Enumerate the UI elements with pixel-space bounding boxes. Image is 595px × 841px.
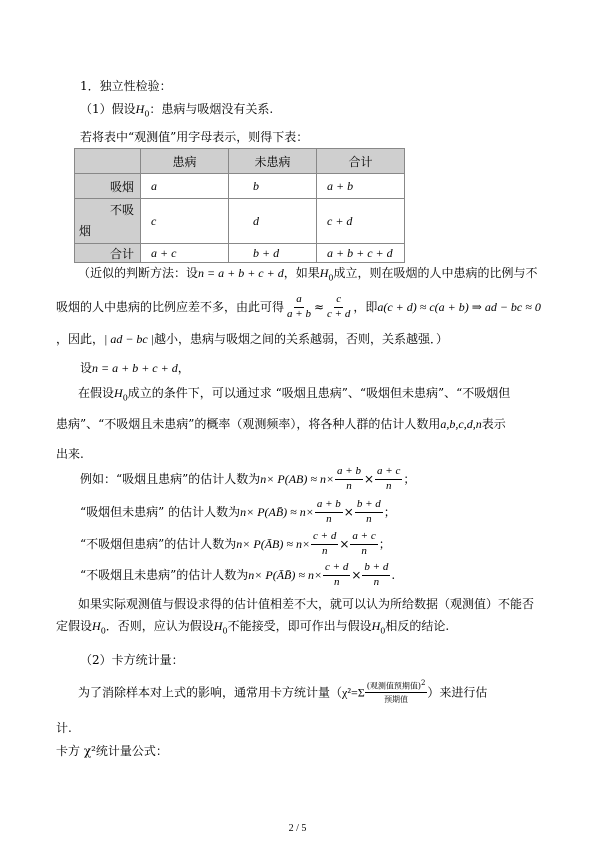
chi-square-paragraph-line1 bbox=[78, 680, 487, 705]
cell-b: b bbox=[229, 174, 317, 199]
frac-num: a + b bbox=[335, 466, 363, 480]
frac-a-plus-b-over-n bbox=[315, 499, 343, 525]
text: . bbox=[391, 568, 396, 583]
chi-sum-symbol: χ²=Σ bbox=[342, 685, 365, 700]
frac-a-plus-b-over-n bbox=[335, 466, 363, 492]
frac-a-over-a-plus-b bbox=[285, 294, 313, 320]
equivalence-equation: a(c + d) ≈ c(a + b) ⇒ ad − bc ≈ 0 bbox=[377, 300, 541, 315]
h0-symbol: H bbox=[371, 619, 381, 633]
frac-num: b + d bbox=[355, 499, 383, 513]
frac-num: c bbox=[334, 294, 343, 308]
text: 例如：“吸烟且患病”的估计人数为 bbox=[80, 472, 261, 487]
cell-a: a bbox=[141, 174, 229, 199]
hypothesis-prefix: （1）假设 bbox=[80, 102, 136, 116]
h0-sub: 0 bbox=[122, 393, 128, 403]
text: 越小，患病与吸烟之间的关系越弱，否则，关系越强．） bbox=[154, 332, 449, 346]
text: “不吸烟但患病”的估计人数为 bbox=[80, 537, 237, 552]
text: “不吸烟且未患病”的估计人数为 bbox=[80, 568, 249, 583]
text: ，即 bbox=[353, 300, 378, 315]
cell-grand-total: a + b + c + d bbox=[317, 244, 405, 263]
frac-num: b + d bbox=[362, 562, 390, 576]
text: （近似的判断方法：设 bbox=[78, 266, 199, 280]
row-label-total: 合计 bbox=[75, 244, 141, 263]
frac-num: a + c bbox=[350, 531, 377, 545]
row-label-nonsmoke bbox=[75, 199, 141, 244]
approx-method-line3 bbox=[56, 333, 448, 345]
frac-den: n bbox=[361, 544, 367, 557]
text: 2 bbox=[420, 679, 426, 687]
conclusion-line2 bbox=[56, 620, 449, 635]
table-corner-cell bbox=[75, 149, 141, 174]
h0-sub: 0 bbox=[144, 109, 150, 119]
text: ，因此， bbox=[56, 332, 105, 346]
text: ， bbox=[177, 361, 190, 375]
h0-symbol: H bbox=[213, 619, 223, 633]
n-equation: n = a + b + c + d bbox=[198, 266, 284, 280]
text: 成立的条件下，可以通过求 “吸烟且患病”、“吸烟但未患病”、“不吸烟但 bbox=[127, 386, 511, 400]
header-ill: 患病 bbox=[141, 149, 229, 174]
frac-den: n bbox=[326, 512, 332, 525]
frac-num: a + c bbox=[375, 466, 402, 480]
text: 定假设 bbox=[56, 619, 93, 633]
frac-a-plus-c-over-n bbox=[350, 531, 377, 557]
text: ； bbox=[403, 472, 416, 487]
table-intro: 若将表中“观测值”用字母表示，则得下表： bbox=[80, 130, 309, 144]
chi-fraction-num bbox=[365, 680, 428, 693]
variables: a,b,c,d,n bbox=[440, 417, 482, 431]
contingency-table bbox=[74, 148, 405, 263]
example-smoke-ill: 例如：“吸烟且患病”的估计人数为n× P(AB) ≈ n× $\frac{a + b}{n}$ × $\frac{a + c}{n}$ ； bbox=[80, 465, 416, 492]
table-row bbox=[75, 244, 405, 263]
cell-d: d bbox=[229, 199, 317, 244]
row-label-nonsmoke-line1: 不吸 bbox=[109, 203, 134, 217]
row-label-smoke: 吸烟 bbox=[75, 174, 141, 199]
text: 在假设 bbox=[78, 386, 115, 400]
approx-method-line1 bbox=[78, 267, 538, 282]
table-header-row bbox=[75, 149, 405, 174]
frac-den: n bbox=[346, 479, 352, 492]
frac-den: n bbox=[385, 479, 392, 492]
h0-paragraph-line2 bbox=[56, 418, 506, 430]
section-1-heading: 1．独立性检验： bbox=[80, 79, 172, 93]
frac-den: c + d bbox=[327, 307, 351, 320]
cell-c: c bbox=[141, 199, 229, 244]
h0-symbol: H bbox=[114, 386, 123, 400]
hypothesis-suffix: ：患病与吸烟没有关系. bbox=[149, 102, 274, 116]
n-equation: n = a + b + c + d bbox=[92, 361, 178, 375]
frac-den: n bbox=[321, 544, 328, 557]
cell-b-plus-d: b + d bbox=[229, 244, 317, 263]
chi-square-paragraph-line2: 计. bbox=[56, 721, 72, 735]
h0-sub: 0 bbox=[100, 626, 106, 636]
h0-symbol: H bbox=[92, 619, 101, 633]
text: ； bbox=[378, 537, 391, 552]
text: ．否则，应认为假设 bbox=[105, 619, 214, 633]
text: 不能接受，即可作出与假设 bbox=[227, 619, 372, 633]
probability-expr: n× P(ĀB) ≈ n× bbox=[236, 537, 311, 552]
section-2-heading: （2）卡方统计量： bbox=[80, 653, 184, 667]
text: ； bbox=[383, 505, 396, 520]
example-nonsmoke-not-ill: “不吸烟且未患病”的估计人数为n× P(ĀB̄) ≈ n× $\frac{c + d}{n}$ × $\frac{b + d}{n}$ . bbox=[80, 561, 396, 588]
approx-method-line2: 吸烟的人中患病的比例应差不多，由此可得 $\frac{a}{a + b}$ ≈ $\frac{c}{c + d}$ ，即a(c + d) ≈ c(a + b) ⇒ ad − bc ≈ 0 bbox=[56, 293, 541, 320]
header-total: 合计 bbox=[317, 149, 405, 174]
conclusion-line1: 如果实际观测值与假设求得的估计值相差不大，就可以认为所给数据（观测值）不能否 bbox=[78, 597, 535, 611]
abs-ad-bc: | ad − bc | bbox=[104, 332, 155, 346]
cell-c-plus-d: c + d bbox=[317, 199, 405, 244]
probability-expr: n× P(AB̄) ≈ n× bbox=[240, 505, 314, 520]
frac-c-plus-d-over-n bbox=[311, 531, 338, 557]
frac-num: c + d bbox=[311, 531, 338, 545]
frac-a-plus-c-over-n bbox=[375, 466, 402, 492]
header-not-ill: 未患病 bbox=[229, 149, 317, 174]
chi-fraction bbox=[365, 680, 428, 705]
table-row bbox=[75, 174, 405, 199]
text: 表示 bbox=[481, 417, 506, 431]
frac-c-plus-d-over-n bbox=[323, 562, 350, 588]
set-n-line bbox=[80, 362, 190, 374]
frac-den: n bbox=[333, 575, 340, 588]
chi-formula-label: 卡方 χ²统计量公式： bbox=[56, 744, 168, 758]
h0-sub: 0 bbox=[328, 273, 334, 283]
cell-a-plus-c: a + c bbox=[141, 244, 229, 263]
h0-symbol: H bbox=[319, 266, 329, 280]
frac-den: n bbox=[373, 575, 380, 588]
text: ，如果 bbox=[283, 266, 320, 280]
frac-b-plus-d-over-n bbox=[362, 562, 390, 588]
chi-fraction-den: 预期值 bbox=[384, 695, 409, 705]
text: ）来进行估 bbox=[427, 685, 488, 700]
page-number: 2 / 5 bbox=[288, 823, 307, 834]
hypothesis-line bbox=[80, 103, 273, 118]
text: 相反的结论. bbox=[385, 619, 450, 633]
frac-c-over-c-plus-d bbox=[325, 294, 352, 320]
frac-num: c + d bbox=[323, 562, 350, 576]
text: 患病”、“不吸烟且未患病”的概率（观测频率），将各种人群的估计人数用 bbox=[56, 417, 441, 431]
table-row bbox=[75, 199, 405, 244]
text: 吸烟的人中患病的比例应差不多，由此可得 bbox=[56, 300, 285, 315]
example-nonsmoke-ill: “不吸烟但患病”的估计人数为n× P(ĀB) ≈ n× $\frac{c + d}{n}$ × $\frac{a + c}{n}$ ； bbox=[80, 530, 391, 557]
h0-paragraph-line3: 出来. bbox=[56, 447, 84, 461]
frac-den: n bbox=[366, 512, 372, 525]
cell-a-plus-b: a + b bbox=[317, 174, 405, 199]
text: 设 bbox=[80, 361, 93, 375]
frac-num: a bbox=[294, 294, 304, 308]
row-label-nonsmoke-line2: 烟 bbox=[79, 224, 92, 238]
text: 成立，则在吸烟的人中患病的比例与不 bbox=[333, 266, 538, 280]
text: (观测值预期值) bbox=[366, 681, 421, 691]
text: “吸烟但未患病” 的估计人数为 bbox=[80, 505, 241, 520]
h0-sub: 0 bbox=[380, 626, 386, 636]
frac-b-plus-d-over-n bbox=[355, 499, 383, 525]
frac-num: a + b bbox=[315, 499, 343, 513]
probability-expr: n× P(ĀB̄) ≈ n× bbox=[248, 568, 323, 583]
text: 为了消除样本对上式的影响，通常用卡方统计量（ bbox=[78, 685, 343, 700]
h0-symbol: H bbox=[135, 102, 145, 116]
h0-paragraph-line1 bbox=[78, 387, 510, 402]
h0-sub: 0 bbox=[222, 626, 228, 636]
probability-expr: n× P(AB) ≈ n× bbox=[260, 472, 335, 487]
frac-den: a + b bbox=[287, 307, 311, 320]
example-smoke-not-ill: “吸烟但未患病” 的估计人数为n× P(AB̄) ≈ n× $\frac{a + b}{n}$ × $\frac{b + d}{n}$ ； bbox=[80, 498, 396, 525]
